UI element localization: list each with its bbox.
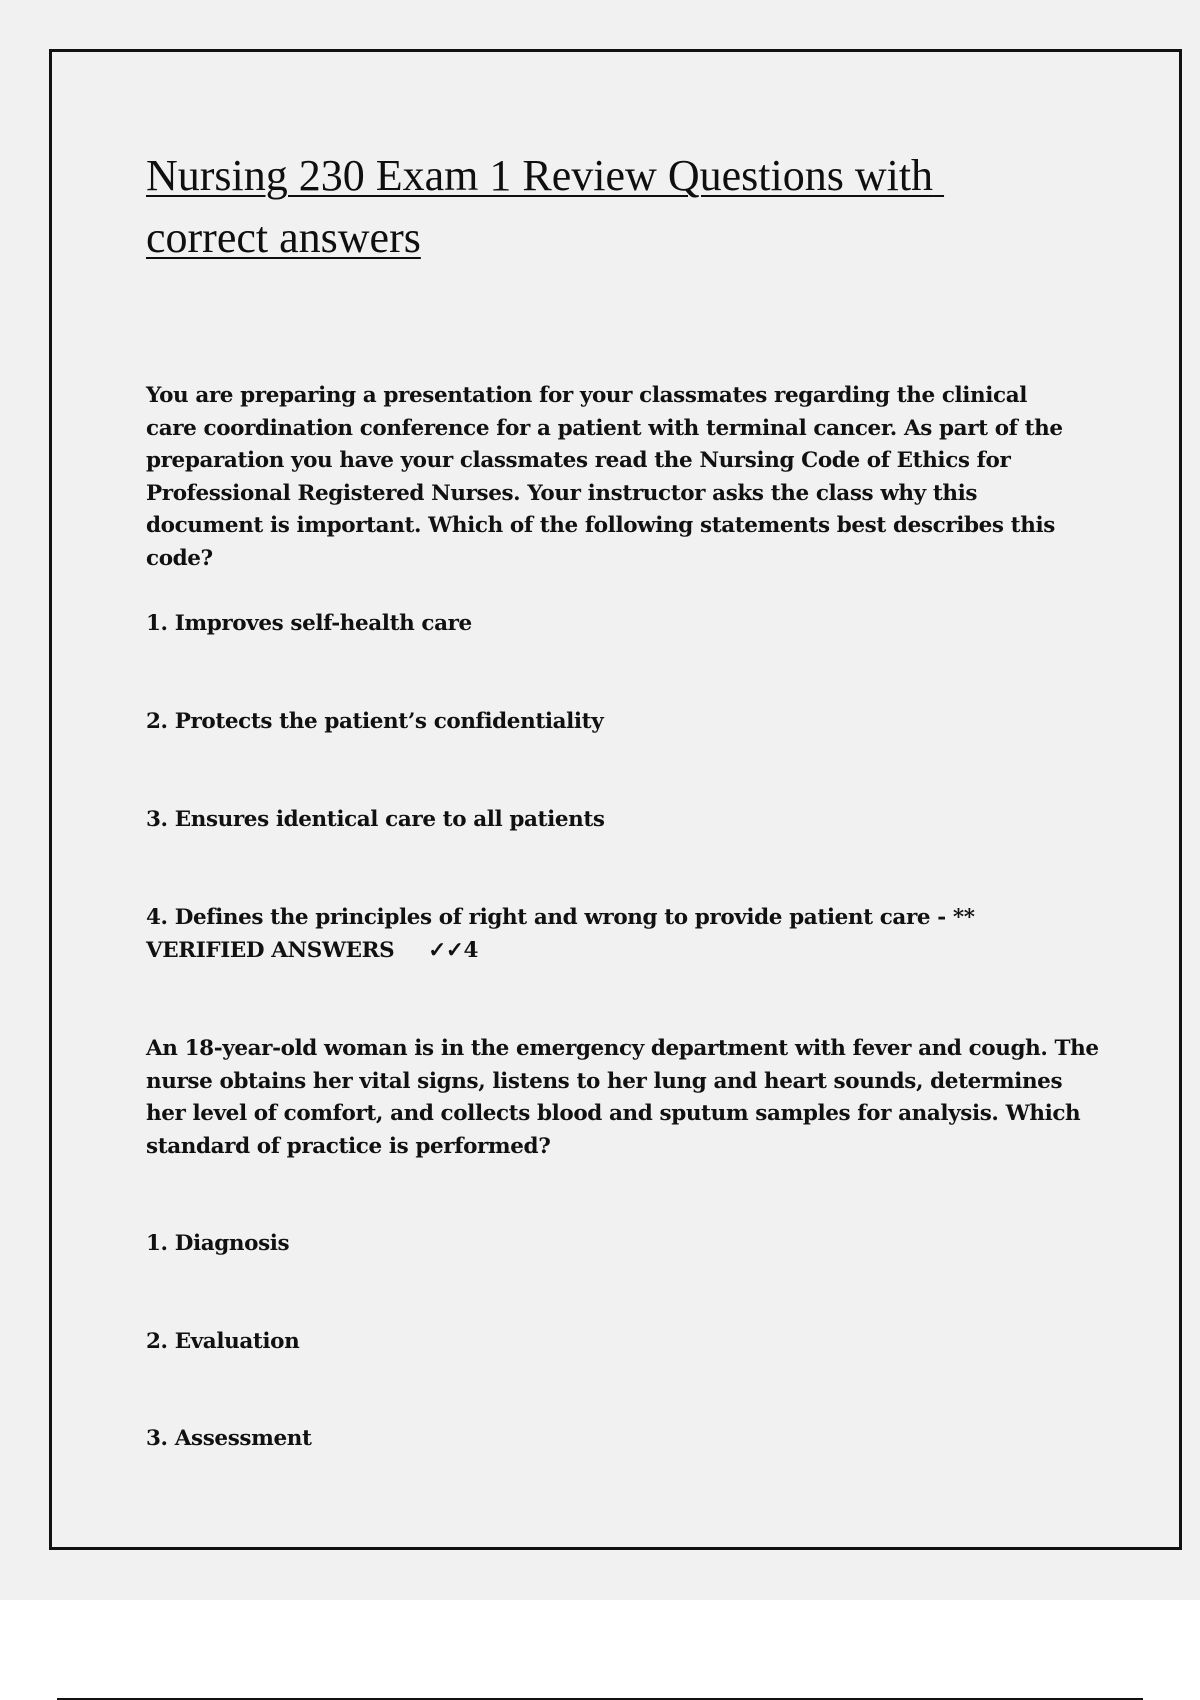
document-border (49, 49, 1182, 1550)
title-line-2: correct answers (146, 213, 421, 262)
question-1-option-3: 3. Ensures identical care to all patients (146, 807, 605, 832)
question-2-option-2: 2. Evaluation (146, 1329, 300, 1354)
question-1-option-2: 2. Protects the patient’s confidentiality (146, 709, 604, 734)
answer-checkmark: ✓✓4 (428, 937, 479, 963)
question-1-stem: You are preparing a presentation for your classmates regarding the clinical care coordination conference for a patient with terminal cancer. As part of the preparation you have your classmates read the Nursing Code of Ethics for Professional Registered Nurses. Your instructor asks the class why this document is important. Which of the following statements best describes this code? (146, 383, 1063, 571)
question-2-option-3: 3. Assessment (146, 1426, 312, 1451)
question-2-stem: An 18-year-old woman is in the emergency department with fever and cough. The nurse obtains her vital signs, listens to her lung and heart sounds, determines her level of comfort, and collects blood and sputum samples for analysis. Which standard of practice is performed? (146, 1036, 1099, 1159)
question-1-option-4 (146, 902, 1046, 967)
question-1-option-4-text: 4. Defines the principles of right and wrong to provide patient care - ** VERIFIED ANSWERS (146, 905, 975, 963)
question-1-option-1: 1. Improves self-health care (146, 611, 472, 636)
question-2-option-1: 1. Diagnosis (146, 1231, 290, 1256)
title-line-1: Nursing 230 Exam 1 Review Questions with (146, 151, 934, 200)
document-title (146, 145, 1046, 269)
